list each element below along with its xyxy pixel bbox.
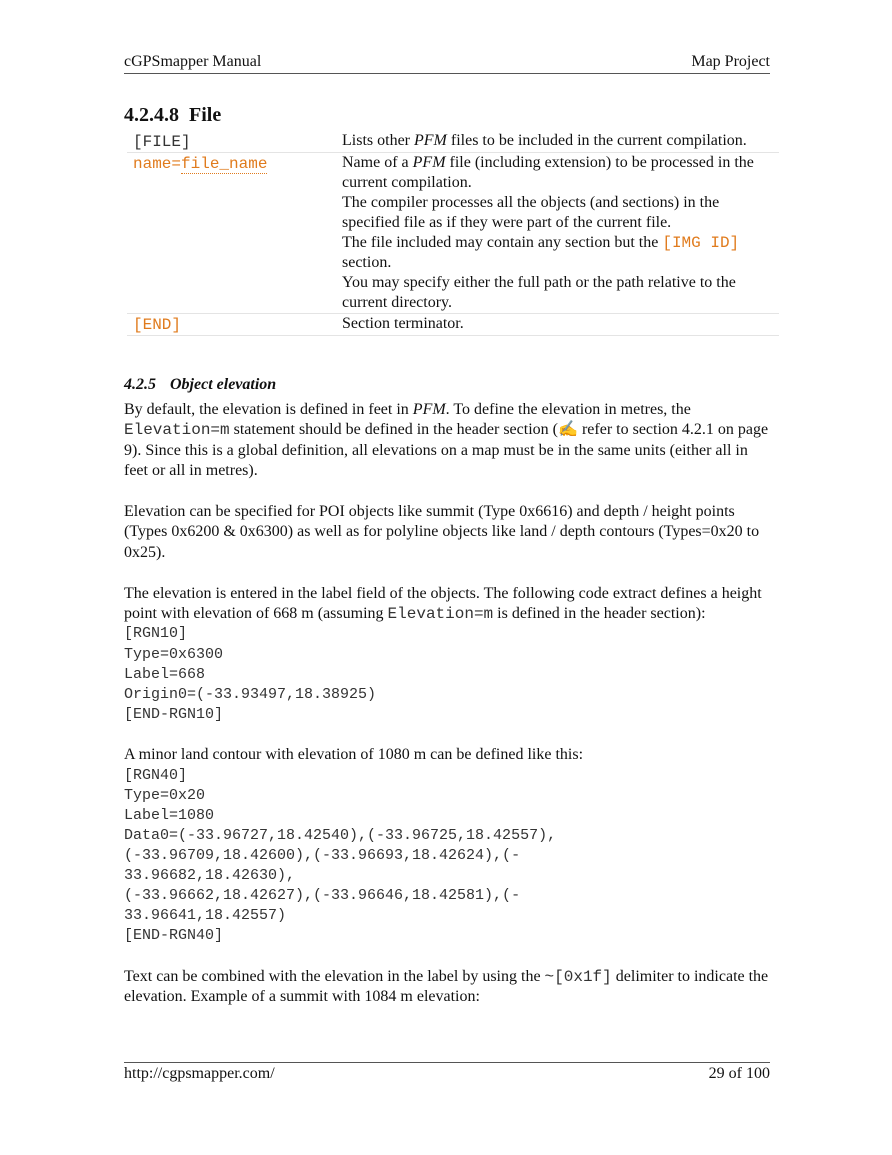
- desc-para: [342, 153, 779, 193]
- table-row: [127, 131, 779, 153]
- table-desc: [336, 131, 779, 153]
- page-number: 29 of 100: [708, 1065, 770, 1082]
- page-header: [124, 53, 770, 74]
- text: Text can be combined with the elevation in the label by using the: [124, 967, 545, 985]
- writing-hand-icon: ✍: [558, 421, 578, 439]
- section-heading: [124, 104, 221, 127]
- text: statement should be defined in the header section (: [229, 421, 558, 439]
- text-pfm: PFM: [412, 401, 446, 418]
- paragraph: A minor land contour with elevation of 1080 m can be defined like this:: [124, 746, 584, 764]
- page-footer: [124, 1062, 770, 1082]
- key-term: file_name: [181, 155, 268, 173]
- subsection-heading: [124, 376, 276, 394]
- desc-text: file (including extension) to be processed in the current compilation.: [342, 154, 754, 191]
- key-name: name=: [133, 155, 182, 173]
- desc-text: section.: [342, 254, 392, 271]
- text: By default, the elevation is defined in feet in: [124, 401, 413, 418]
- desc-pfm: PFM: [412, 154, 446, 171]
- header-section: Map Project: [691, 53, 770, 70]
- subsection-title: Object elevation: [170, 376, 277, 393]
- desc-text: Name of a: [342, 154, 413, 171]
- code-block: [RGN10] Type=0x6300 Label=668 Origin0=(-33.93497,18.38925) [END-RGN10]: [124, 625, 377, 723]
- key-end: [END]: [133, 316, 182, 334]
- header-title: cGPSmapper Manual: [124, 53, 262, 70]
- text: The elevation is entered in the label field of the objects. The following code extract defines a height point with elevation of 668 m (assuming: [124, 584, 762, 623]
- inline-code: Elevation=m: [124, 421, 230, 440]
- code-block: [RGN40] Type=0x20 Label=1080 Data0=(-33.96727,18.42540),(-33.96725,18.42557), (-33.96709,18.42600),(-33.96693,18.42624),(- 33.96682,18.42630), (-33.96662,18.42627),(-33.96646,18.42581),(- 33.96641,18.42557) [END-RGN40]: [124, 766, 557, 945]
- desc-para: The compiler processes all the objects (and sections) in the specified file as if they were part of the current file.: [342, 194, 720, 231]
- desc-pfm: PFM: [414, 132, 447, 149]
- desc-para: [342, 233, 779, 273]
- subsection-number: 4.2.5: [124, 376, 156, 393]
- body-text: [124, 400, 774, 1008]
- desc-code: [IMG ID]: [662, 234, 740, 252]
- table-row: [127, 314, 779, 336]
- text: delimiter to indicate the elevation. Example of a summit with 1084 m elevation:: [124, 967, 769, 1006]
- desc-para: You may specify either the full path or the path relative to the current directory.: [342, 274, 736, 311]
- desc-text: The file included may contain any section but the: [342, 234, 663, 251]
- desc-text: files to be included in the current compilation.: [446, 132, 747, 149]
- text: is defined in the header section):: [493, 605, 706, 623]
- file-table: [127, 131, 779, 336]
- section-number: 4.2.4.8: [124, 104, 179, 126]
- paragraph: [124, 967, 774, 1008]
- table-desc: Section terminator.: [342, 315, 464, 332]
- desc-text: Lists other: [342, 132, 414, 149]
- table-key: [127, 131, 336, 153]
- table-desc: [336, 153, 779, 314]
- inline-code: Elevation=m: [387, 605, 494, 624]
- section-title: File: [189, 104, 222, 126]
- inline-code: ~[0x1f]: [544, 967, 612, 986]
- text: . To define the elevation in metres, the: [445, 401, 691, 418]
- table-key: [127, 314, 336, 336]
- key-file: [FILE]: [133, 133, 191, 151]
- paragraph: [124, 584, 774, 625]
- table-key: [127, 153, 336, 314]
- text: refer to section 4.2.1 on page 9). Since this is a global definition, all elevations on a map must be in the same units (either all in feet or all in metres).: [124, 421, 769, 480]
- paragraph: Elevation can be specified for POI objects like summit (Type 0x6616) and depth / height points (Types 0x6200 & 0x6300) as well as for polyline objects like land / depth contours (Types=0x20 to 0x25).: [124, 503, 760, 561]
- footer-url[interactable]: http://cgpsmapper.com/: [124, 1065, 275, 1082]
- table-row: [127, 153, 779, 314]
- paragraph: [124, 400, 774, 482]
